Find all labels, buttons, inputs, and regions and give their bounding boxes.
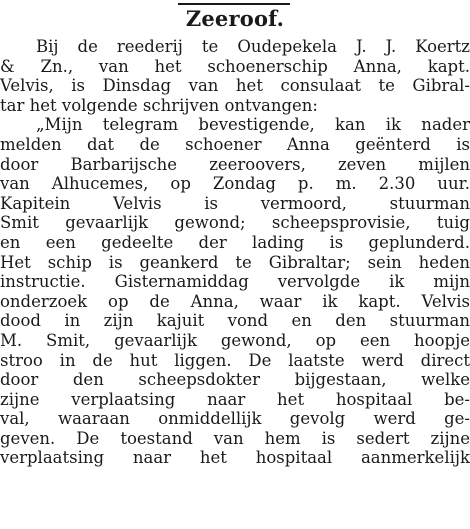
- article-line: stroo in de hut liggen. De laatste werd direct: [0, 350, 470, 370]
- headline-rule: [178, 3, 290, 5]
- article-line: Het schip is geankerd te Gibraltar; sein heden: [0, 252, 470, 272]
- article-line: dood in zijn kajuit vond en den stuurman: [0, 311, 470, 331]
- article-title: Zeeroof.: [185, 6, 285, 31]
- article-line: door Barbarijsche zeeroovers, zeven mijlen: [0, 154, 470, 174]
- article-line: zijne verplaatsing naar het hospitaal be-: [0, 389, 470, 409]
- article-line: Kapitein Velvis is vermoord, stuurman: [0, 193, 470, 213]
- article-line: & Zn., van het schoenerschip Anna, kapt.: [0, 56, 470, 76]
- article-line: door den scheepsdokter bijgestaan, welke: [0, 370, 470, 390]
- article-body: [0, 37, 470, 468]
- article-line: Velvis, is Dinsdag van het consulaat te Gibral-: [0, 76, 470, 96]
- article-line: onderzoek op de Anna, waar ik kapt. Velvis: [0, 291, 470, 311]
- article-line: verplaatsing naar het hospitaal aanmerkelijk: [0, 448, 470, 468]
- article-line: melden dat de schoener Anna geënterd is: [0, 134, 470, 154]
- article-line: Smit gevaarlijk gewond; scheepsprovisie, tuig: [0, 213, 470, 233]
- article-line: tar het volgende schrijven ontvangen:: [0, 95, 318, 115]
- article-line: geven. De toestand van hem is sedert zijne: [0, 428, 470, 448]
- article-line: Bij de reederij te Oudepekela J. J. Koertz: [36, 37, 470, 56]
- article-line: M. Smit, gevaarlijk gewond, op een hoopje: [0, 330, 470, 350]
- article-line: van Alhucemes, op Zondag p. m. 2.30 uur.: [0, 174, 470, 194]
- article-line: val, waaraan onmiddellijk gevolg werd ge-: [0, 409, 470, 429]
- article-line: en een gedeelte der lading is geplunderd.: [0, 232, 470, 252]
- article-line: instructie. Gisternamiddag vervolgde ik mijn: [0, 272, 470, 292]
- article-line: „Mijn telegram bevestigende, kan ik nader: [36, 115, 470, 135]
